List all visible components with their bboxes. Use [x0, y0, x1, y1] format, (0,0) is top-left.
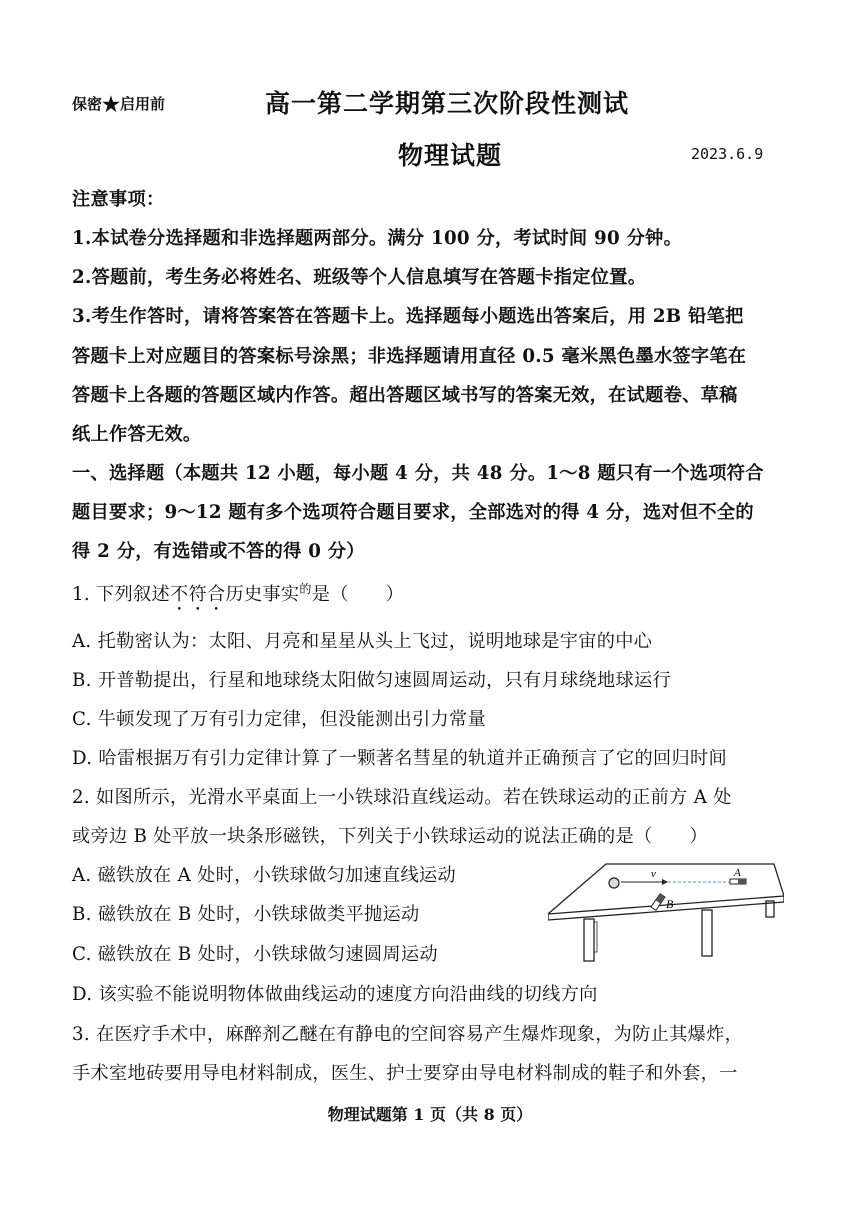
q2-option-c: C. 磁铁放在 B 处时，小铁球做匀速圆周运动 — [72, 944, 438, 965]
note-line: 2.答题前，考生务必将姓名、班级等个人信息填写在答题卡指定位置。 — [72, 267, 647, 288]
q2-option-b: B. 磁铁放在 B 处时，小铁球做类平抛运动 — [72, 904, 420, 925]
q2-option-a: A. 磁铁放在 A 处时，小铁球做匀加速直线运动 — [72, 865, 456, 886]
table-leg — [702, 910, 712, 956]
question-2-stem: 2. 如图所示，光滑水平桌面上一小铁球沿直线运动。若在铁球运动的正前方 A 处 — [72, 787, 732, 808]
q1-option-b: B. 开普勒提出，行星和地球绕太阳做匀速圆周运动，只有月球绕地球运行 — [72, 670, 671, 691]
table-figure — [548, 856, 784, 966]
confidential-text: 保密 — [72, 95, 103, 113]
question-3-stem-cont: 手术室地砖要用导电材料制成，医生、护士要穿由导电材料制成的鞋子和外套，一 — [72, 1063, 738, 1084]
q1-sup: 的 — [299, 582, 312, 596]
iron-ball-icon — [609, 878, 619, 888]
subject-title: 物理试题 — [398, 141, 503, 170]
label-b: B — [666, 897, 674, 911]
note-line: 答题卡上对应题目的答案标号涂黑；非选择题请用直径 0.5 毫米黑色墨水签字笔在 — [72, 346, 747, 367]
question-2-stem-cont: 或旁边 B 处平放一块条形磁铁，下列关于小铁球运动的说法正确的是（ ） — [72, 826, 708, 847]
q1-option-d: D. 哈雷根据万有引力定律计算了一颗著名彗星的轨道并正确预言了它的回归时间 — [72, 748, 727, 769]
note-line: 纸上作答无效。 — [72, 424, 202, 445]
confidential-suffix: 启用前 — [119, 95, 165, 113]
magnet-a-pole — [738, 879, 746, 884]
question-3-stem: 3. 在医疗手术中，麻醉剂乙醚在有静电的空间容易产生爆炸现象，为防止其爆炸， — [72, 1024, 744, 1045]
q2-option-d: D. 该实验不能说明物体做曲线运动的速度方向沿曲线的切线方向 — [72, 984, 598, 1005]
note-line: 1.本试卷分选择题和非选择题两部分。满分 100 分，考试时间 90 分钟。 — [72, 228, 683, 249]
arrow-head-icon — [662, 879, 668, 885]
question-1-stem — [72, 580, 404, 615]
q1-prefix: 1. 下列叙述 — [72, 584, 170, 606]
label-a: A — [734, 867, 741, 879]
q1-suffix: 是（ ） — [311, 584, 405, 606]
section-instruction: 题目要求；9～12 题有多个选项符合题目要求，全部选对的得 4 分，选对但不全的 — [72, 502, 754, 523]
q1-emphasis: 不符合 — [169, 584, 226, 606]
note-line: 答题卡上各题的答题区域内作答。超出答题区域书写的答案无效，在试题卷、草稿 — [72, 385, 738, 406]
magnet-b — [651, 894, 665, 911]
page-footer: 物理试题第 1 页（共 8 页） — [327, 1105, 533, 1124]
star-icon: ★ — [102, 92, 120, 116]
exam-title: 高一第二学期第三次阶段性测试 — [265, 89, 630, 118]
table-leg — [584, 919, 594, 961]
exam-date: 2023.6.9 — [691, 145, 764, 163]
velocity-label: v — [651, 868, 656, 880]
confidential-label — [72, 90, 165, 114]
q1-middle: 历史事实 — [225, 584, 300, 606]
q1-option-c: C. 牛顿发现了万有引力定律，但没能测出引力常量 — [72, 709, 486, 730]
note-line: 3.考生作答时，请将答案答在答题卡上。选择题每小题选出答案后，用 2B 铅笔把 — [72, 306, 744, 327]
section-instruction: 一、选择题（本题共 12 小题，每小题 4 分，共 48 分。1～8 题只有一个选项符合 — [72, 463, 764, 484]
section-instruction: 得 2 分，有选错或不答的得 0 分） — [72, 541, 365, 562]
q1-option-a: A. 托勒密认为：太阳、月亮和星星从头上飞过，说明地球是宇宙的中心 — [72, 631, 653, 652]
notes-heading: 注意事项： — [72, 189, 165, 210]
